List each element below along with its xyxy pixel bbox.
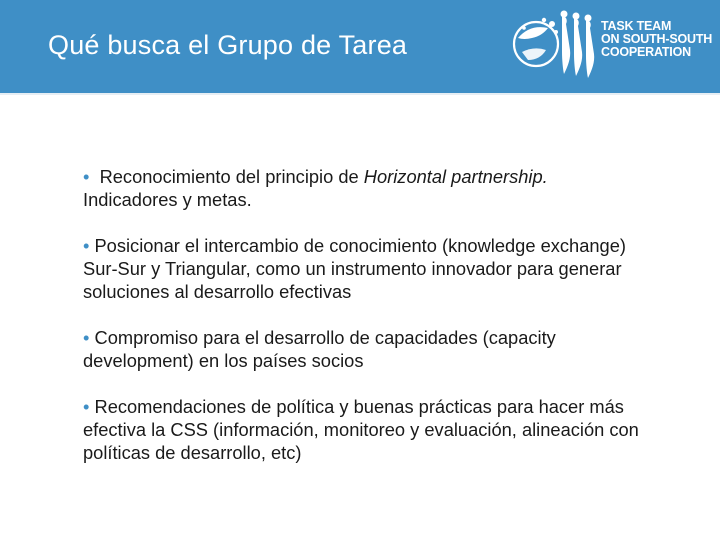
header-banner (0, 0, 720, 95)
bullet-marker: • (83, 396, 90, 417)
bullet-item (83, 395, 643, 464)
bullet-item (83, 326, 643, 372)
bullet-list (83, 165, 643, 464)
logo-line: ON SOUTH-SOUTH (601, 32, 713, 46)
task-team-logo (512, 6, 712, 86)
bullet-text: Recomendaciones de política y buenas prácticas para hacer más efectiva la CSS (información, monitoreo y evaluación, alineación con políticas de desarrollo, etc) (83, 396, 639, 463)
bullet-text: Compromiso para el desarrollo de capacidades (capacity development) en los países socios (83, 327, 556, 371)
page-title: Qué busca el Grupo de Tarea (48, 30, 408, 60)
bullet-text: Reconocimiento del principio de (89, 166, 364, 187)
logo-line: TASK TEAM (601, 19, 672, 33)
bullet-item (83, 165, 643, 211)
bullet-marker: • (83, 327, 90, 348)
bullet-text: Indicadores y metas. (83, 189, 252, 210)
globe-logo-icon (512, 10, 597, 82)
bullet-item (83, 234, 643, 303)
bullet-marker: • (83, 235, 90, 256)
bullet-text: Posicionar el intercambio de conocimiento (knowledge exchange) Sur-Sur y Triangular, como un instrumento innovador para generar soluciones al desarrollo efectivas (83, 235, 626, 302)
logo-wordmark (601, 20, 712, 59)
logo-line: COOPERATION (601, 45, 691, 59)
bullet-marker: • (83, 166, 90, 187)
bullet-emphasis: Horizontal partnership. (363, 166, 548, 187)
